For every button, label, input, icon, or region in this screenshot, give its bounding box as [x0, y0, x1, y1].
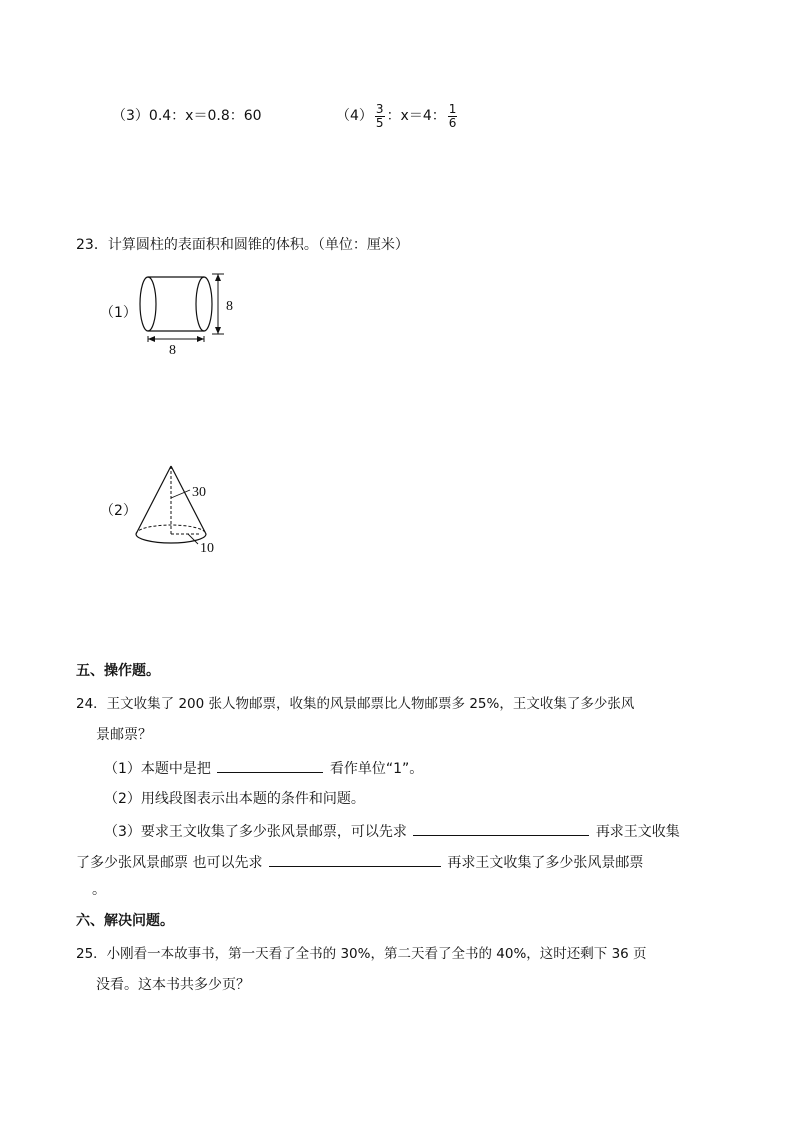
section6-heading: 六、解决问题。	[76, 913, 174, 929]
fraction-one-sixth	[448, 103, 458, 130]
q24-sub3-line2-before: 了多少张风景邮票 也可以先求	[76, 855, 263, 871]
fraction-numerator: 1	[448, 101, 457, 116]
q24-sub3-line2	[76, 852, 643, 873]
cone-figure	[130, 462, 226, 558]
cone-height-label: 30	[192, 485, 206, 500]
q24-sub3-after: 再求王文收集	[595, 824, 680, 840]
cylinder-figure	[136, 270, 240, 356]
fraction-denominator: 6	[448, 115, 457, 130]
q24-sub3-line2-after: 再求王文收集了多少张风景邮票	[447, 855, 644, 871]
q25-line2: 没看。这本书共多少页？	[96, 977, 250, 993]
answer-blank-second[interactable]	[269, 852, 441, 867]
fraction-denominator: 5	[375, 115, 384, 130]
q24-sub2: （2）用线段图表示出本题的条件和问题。	[104, 791, 365, 807]
cylinder-height-label: 8	[226, 299, 233, 314]
equation-4-label: （4）	[336, 108, 373, 124]
part1-label: （1）	[100, 305, 137, 321]
q24-line2: 景邮票？	[96, 727, 152, 743]
equation-4-middle: ：x＝4：	[386, 108, 446, 124]
q24-sub1-after: 看作单位“1”。	[329, 761, 424, 777]
part2-label: （2）	[100, 503, 137, 519]
fraction-three-fifths	[375, 103, 385, 130]
q24-sub3-line1	[104, 821, 680, 842]
q24-sub3-before: （3）要求王文收集了多少张风景邮票，可以先求	[104, 824, 407, 840]
equation-4	[336, 98, 459, 134]
equation-3: （3）0.4：x＝0.8：60	[112, 108, 262, 124]
cone-radius-label: 10	[200, 541, 214, 556]
q24-sub1-before: （1）本题中是把	[104, 761, 211, 777]
cylinder-length-label: 8	[169, 343, 176, 356]
q24-sub1	[104, 758, 423, 779]
section5-heading: 五、操作题。	[76, 663, 160, 679]
answer-blank-first[interactable]	[413, 821, 589, 836]
q23-title: 23．计算圆柱的表面积和圆锥的体积。（单位：厘米）	[76, 237, 409, 253]
fraction-numerator: 3	[375, 101, 384, 116]
q24-sub3-end: 。	[92, 882, 106, 898]
q24-line1: 24．王文收集了 200 张人物邮票，收集的风景邮票比人物邮票多 25%，王文收集了多少张风	[76, 696, 635, 712]
answer-blank-unit[interactable]	[217, 758, 323, 773]
q25-line1: 25．小刚看一本故事书，第一天看了全书的 30%，第二天看了全书的 40%，这时还剩下 36 页	[76, 946, 647, 962]
